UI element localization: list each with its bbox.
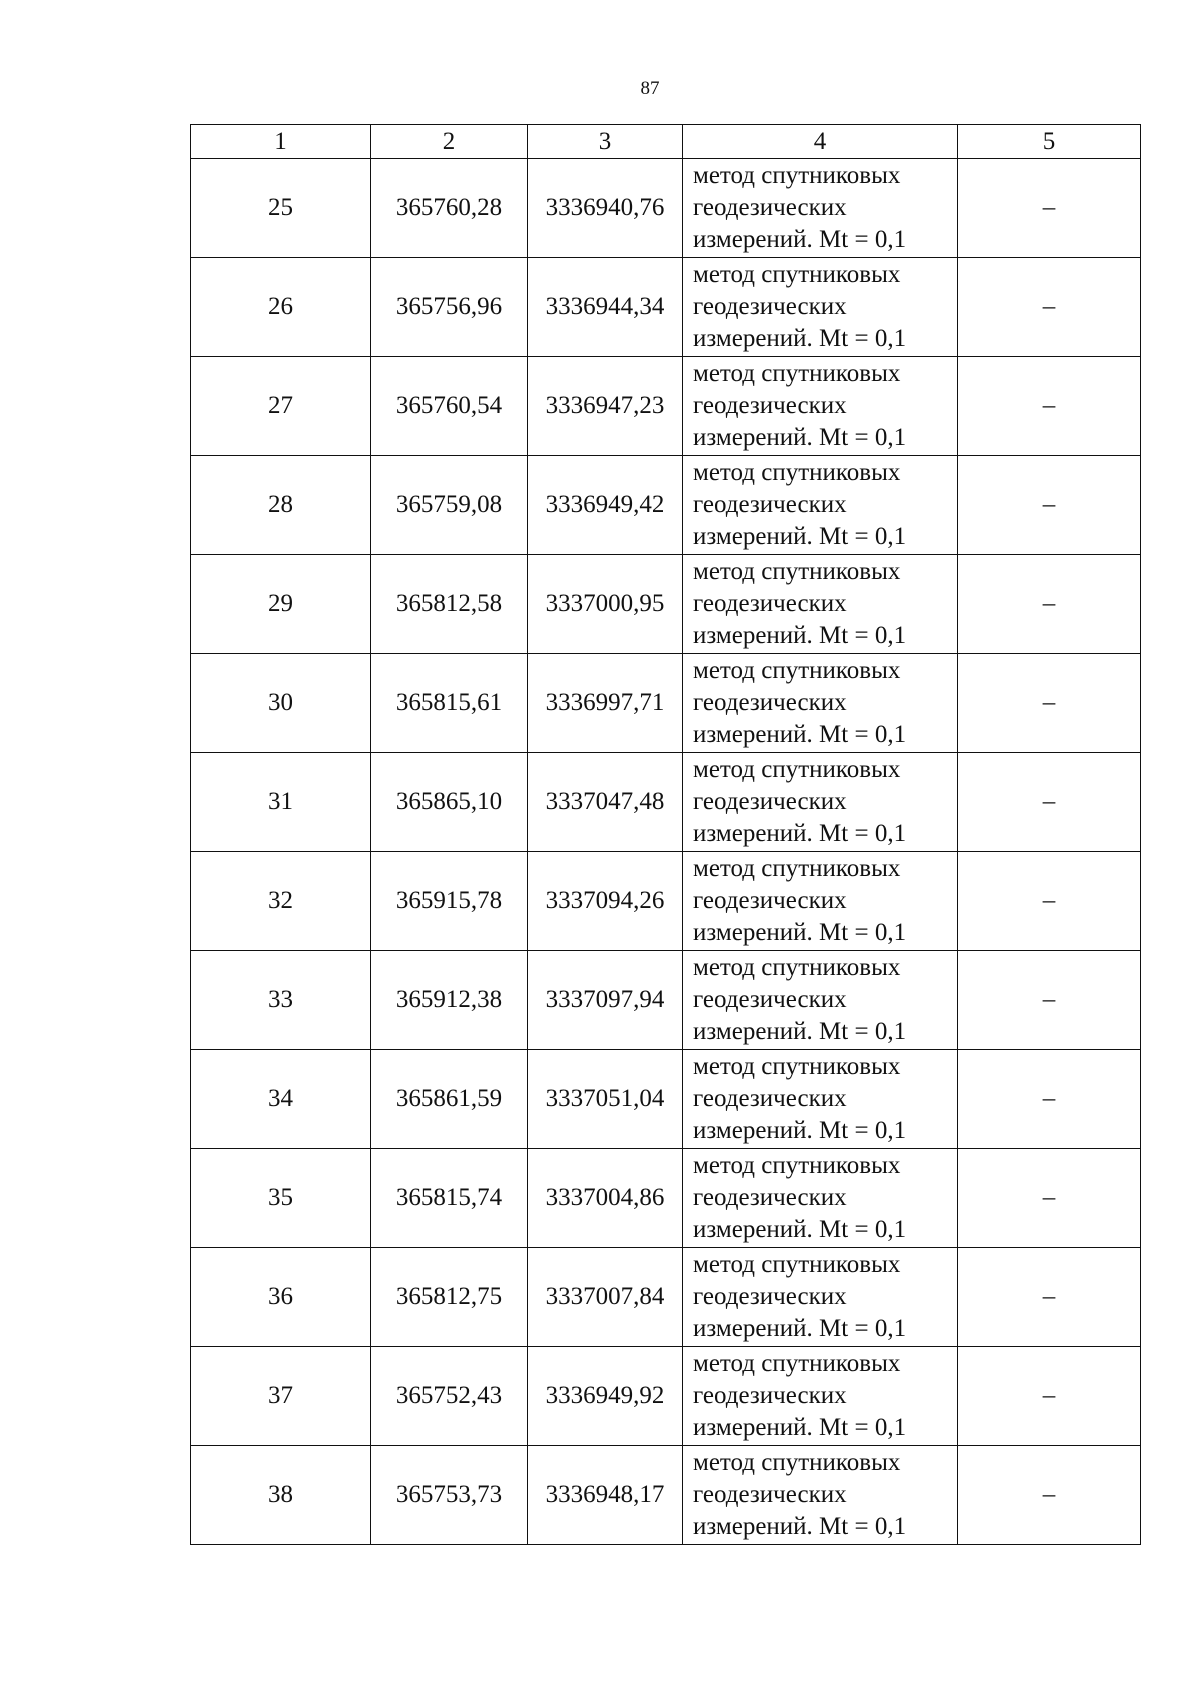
- method-line: измерений. Mt = 0,1: [693, 721, 907, 748]
- table-row: [191, 258, 1141, 357]
- method-line: геодезических: [693, 491, 847, 518]
- method-line: метод спутниковых: [693, 756, 901, 783]
- method-cell: [683, 258, 958, 357]
- point-number-cell: 35: [191, 1149, 371, 1248]
- y-coordinate-cell: 3336947,23: [528, 357, 683, 456]
- y-coordinate-cell: 3337004,86: [528, 1149, 683, 1248]
- method-cell: [683, 159, 958, 258]
- method-line: измерений. Mt = 0,1: [693, 523, 907, 550]
- method-line: измерений. Mt = 0,1: [693, 1513, 907, 1540]
- note-cell: –: [958, 357, 1141, 456]
- note-cell: –: [958, 852, 1141, 951]
- method-line: метод спутниковых: [693, 855, 901, 882]
- method-cell: [683, 1050, 958, 1149]
- method-line: геодезических: [693, 1184, 847, 1211]
- method-cell: [683, 1446, 958, 1545]
- method-line: измерений. Mt = 0,1: [693, 622, 907, 649]
- x-coordinate-cell: 365760,54: [371, 357, 528, 456]
- method-line: геодезических: [693, 986, 847, 1013]
- method-line: метод спутниковых: [693, 657, 901, 684]
- method-line: геодезических: [693, 1481, 847, 1508]
- method-line: измерений. Mt = 0,1: [693, 1018, 907, 1045]
- method-line: метод спутниковых: [693, 459, 901, 486]
- method-cell: [683, 654, 958, 753]
- method-line: геодезических: [693, 194, 847, 221]
- table-row: [191, 753, 1141, 852]
- method-line: метод спутниковых: [693, 1053, 901, 1080]
- note-cell: –: [958, 159, 1141, 258]
- note-cell: –: [958, 753, 1141, 852]
- note-cell: –: [958, 1347, 1141, 1446]
- point-number-cell: 33: [191, 951, 371, 1050]
- x-coordinate-cell: 365756,96: [371, 258, 528, 357]
- method-line: измерений. Mt = 0,1: [693, 226, 907, 253]
- point-number-cell: 32: [191, 852, 371, 951]
- x-coordinate-cell: 365815,74: [371, 1149, 528, 1248]
- table-row: [191, 852, 1141, 951]
- method-line: метод спутниковых: [693, 162, 901, 189]
- method-line: метод спутниковых: [693, 558, 901, 585]
- point-number-cell: 31: [191, 753, 371, 852]
- x-coordinate-cell: 365760,28: [371, 159, 528, 258]
- method-line: метод спутниковых: [693, 360, 901, 387]
- method-cell: [683, 753, 958, 852]
- method-line: измерений. Mt = 0,1: [693, 1315, 907, 1342]
- method-cell: [683, 555, 958, 654]
- y-coordinate-cell: 3336940,76: [528, 159, 683, 258]
- table-row: [191, 357, 1141, 456]
- point-number-cell: 25: [191, 159, 371, 258]
- note-cell: –: [958, 654, 1141, 753]
- method-line: метод спутниковых: [693, 1152, 901, 1179]
- method-line: метод спутниковых: [693, 1251, 901, 1278]
- y-coordinate-cell: 3337047,48: [528, 753, 683, 852]
- table-row: [191, 456, 1141, 555]
- method-line: геодезических: [693, 1085, 847, 1112]
- method-cell: [683, 1149, 958, 1248]
- x-coordinate-cell: 365815,61: [371, 654, 528, 753]
- method-line: геодезических: [693, 590, 847, 617]
- x-coordinate-cell: 365912,38: [371, 951, 528, 1050]
- x-coordinate-cell: 365865,10: [371, 753, 528, 852]
- method-cell: [683, 1347, 958, 1446]
- point-number-cell: 29: [191, 555, 371, 654]
- y-coordinate-cell: 3336997,71: [528, 654, 683, 753]
- page-number: 87: [640, 78, 660, 99]
- header-cell-4: 4: [683, 125, 958, 159]
- method-line: измерений. Mt = 0,1: [693, 1414, 907, 1441]
- table-row: [191, 654, 1141, 753]
- method-line: измерений. Mt = 0,1: [693, 1117, 907, 1144]
- note-cell: –: [958, 951, 1141, 1050]
- table-body: [191, 125, 1141, 1545]
- method-line: метод спутниковых: [693, 954, 901, 981]
- header-cell-5: 5: [958, 125, 1141, 159]
- method-line: метод спутниковых: [693, 1449, 901, 1476]
- table-row: [191, 159, 1141, 258]
- table-row: [191, 1149, 1141, 1248]
- note-cell: –: [958, 456, 1141, 555]
- table-row: [191, 1050, 1141, 1149]
- method-cell: [683, 456, 958, 555]
- y-coordinate-cell: 3337051,04: [528, 1050, 683, 1149]
- method-line: измерений. Mt = 0,1: [693, 1216, 907, 1243]
- table-row: [191, 555, 1141, 654]
- method-line: геодезических: [693, 689, 847, 716]
- table-row: [191, 1446, 1141, 1545]
- y-coordinate-cell: 3336949,42: [528, 456, 683, 555]
- method-line: геодезических: [693, 293, 847, 320]
- x-coordinate-cell: 365915,78: [371, 852, 528, 951]
- point-number-cell: 27: [191, 357, 371, 456]
- point-number-cell: 28: [191, 456, 371, 555]
- y-coordinate-cell: 3336948,17: [528, 1446, 683, 1545]
- x-coordinate-cell: 365861,59: [371, 1050, 528, 1149]
- point-number-cell: 34: [191, 1050, 371, 1149]
- y-coordinate-cell: 3337000,95: [528, 555, 683, 654]
- y-coordinate-cell: 3337094,26: [528, 852, 683, 951]
- method-line: геодезических: [693, 1382, 847, 1409]
- method-line: геодезических: [693, 1283, 847, 1310]
- note-cell: –: [958, 555, 1141, 654]
- method-cell: [683, 1248, 958, 1347]
- table-row: [191, 1347, 1141, 1446]
- method-cell: [683, 852, 958, 951]
- method-cell: [683, 951, 958, 1050]
- x-coordinate-cell: 365812,75: [371, 1248, 528, 1347]
- x-coordinate-cell: 365759,08: [371, 456, 528, 555]
- table-row: [191, 951, 1141, 1050]
- y-coordinate-cell: 3337097,94: [528, 951, 683, 1050]
- header-cell-3: 3: [528, 125, 683, 159]
- point-number-cell: 36: [191, 1248, 371, 1347]
- note-cell: –: [958, 1050, 1141, 1149]
- note-cell: –: [958, 1149, 1141, 1248]
- method-line: измерений. Mt = 0,1: [693, 919, 907, 946]
- note-cell: –: [958, 258, 1141, 357]
- method-line: метод спутниковых: [693, 261, 901, 288]
- point-number-cell: 30: [191, 654, 371, 753]
- x-coordinate-cell: 365812,58: [371, 555, 528, 654]
- x-coordinate-cell: 365752,43: [371, 1347, 528, 1446]
- method-line: метод спутниковых: [693, 1350, 901, 1377]
- y-coordinate-cell: 3336949,92: [528, 1347, 683, 1446]
- header-cell-1: 1: [191, 125, 371, 159]
- coordinates-table: [190, 124, 1141, 1545]
- method-line: измерений. Mt = 0,1: [693, 325, 907, 352]
- method-line: геодезических: [693, 887, 847, 914]
- table-row: [191, 1248, 1141, 1347]
- header-cell-2: 2: [371, 125, 528, 159]
- point-number-cell: 26: [191, 258, 371, 357]
- header-row: [191, 125, 1141, 159]
- method-cell: [683, 357, 958, 456]
- y-coordinate-cell: 3336944,34: [528, 258, 683, 357]
- method-line: геодезических: [693, 788, 847, 815]
- method-line: геодезических: [693, 392, 847, 419]
- note-cell: –: [958, 1446, 1141, 1545]
- note-cell: –: [958, 1248, 1141, 1347]
- method-line: измерений. Mt = 0,1: [693, 424, 907, 451]
- point-number-cell: 38: [191, 1446, 371, 1545]
- method-line: измерений. Mt = 0,1: [693, 820, 907, 847]
- x-coordinate-cell: 365753,73: [371, 1446, 528, 1545]
- point-number-cell: 37: [191, 1347, 371, 1446]
- y-coordinate-cell: 3337007,84: [528, 1248, 683, 1347]
